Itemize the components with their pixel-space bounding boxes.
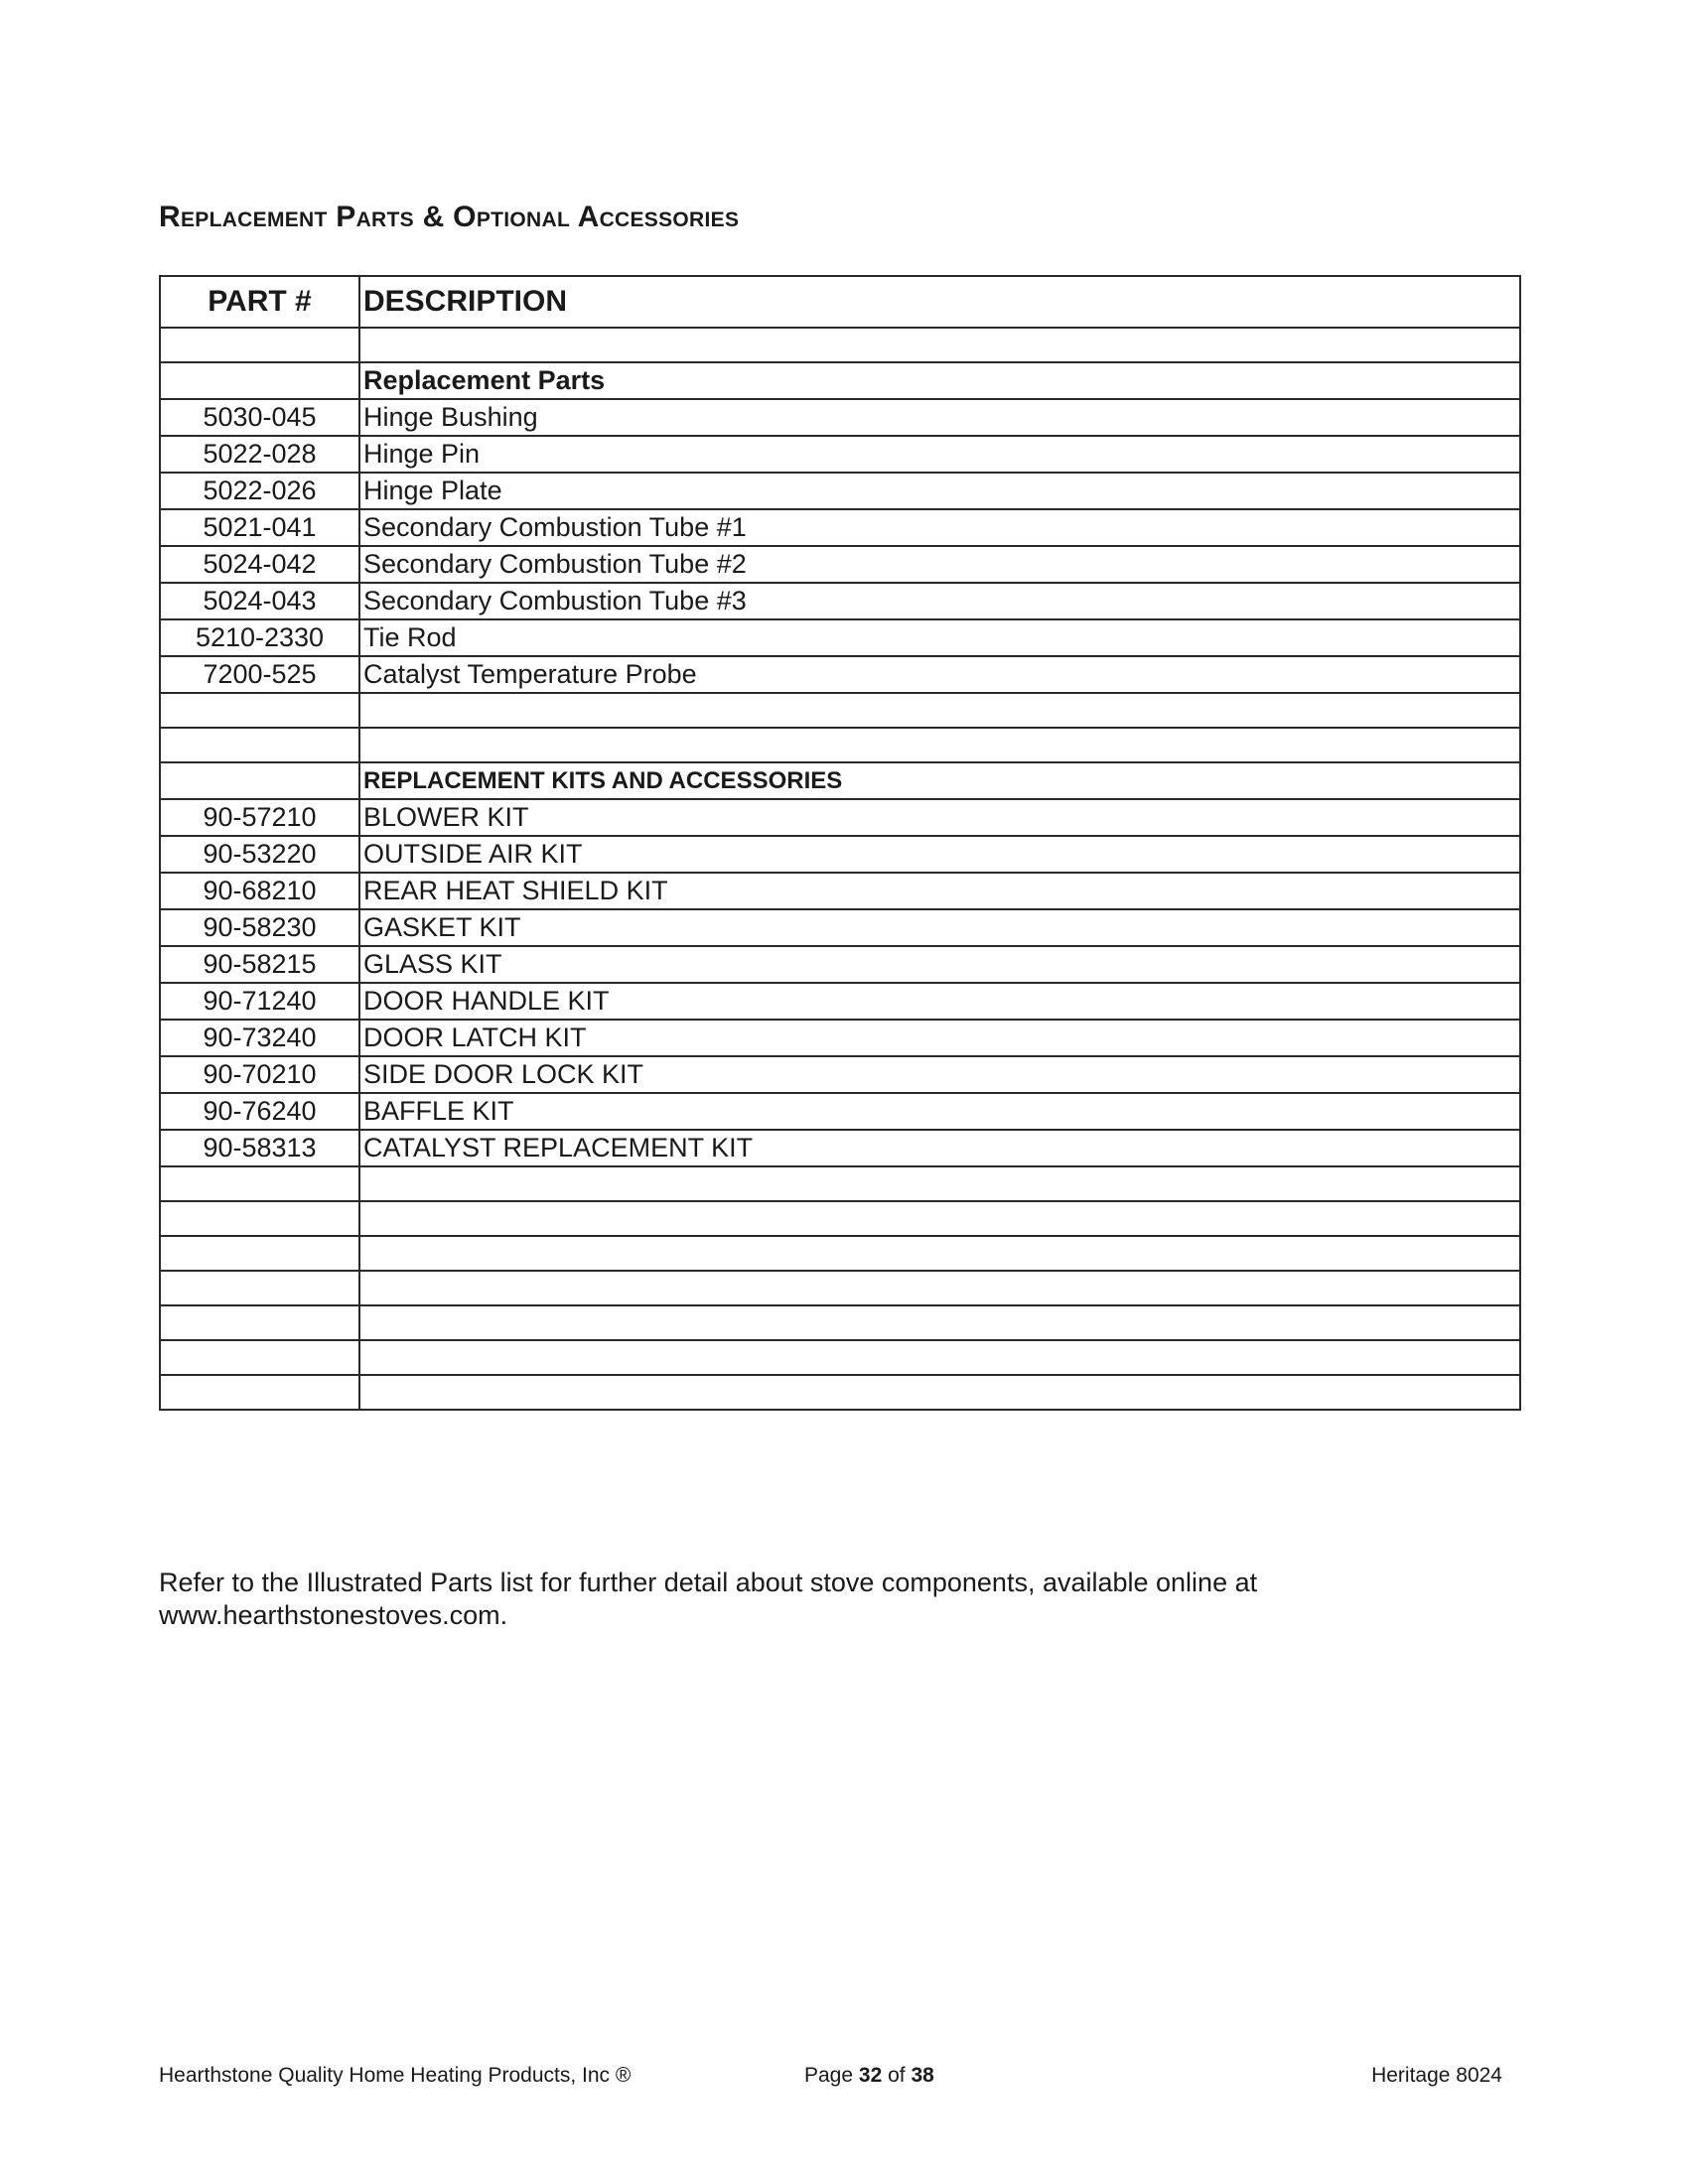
table-row [160, 1166, 1520, 1201]
part-number-cell [160, 1271, 359, 1305]
table-row [160, 1236, 1520, 1271]
part-number-cell: 90-68210 [160, 873, 359, 909]
footer-company: Hearthstone Quality Home Heating Products, Inc ® [159, 2064, 632, 2087]
illustrated-parts-note [159, 1567, 1529, 1632]
table-row [160, 546, 1520, 583]
part-number-cell: 7200-525 [160, 656, 359, 693]
parts-table [159, 275, 1521, 1411]
description-cell [359, 1340, 1520, 1375]
part-number-cell: 5030-045 [160, 399, 359, 436]
description-cell: Secondary Combustion Tube #1 [359, 509, 1520, 546]
part-number-cell [160, 693, 359, 728]
part-number-cell: 5024-043 [160, 583, 359, 619]
part-number-cell: 5210-2330 [160, 619, 359, 656]
part-number-cell: 5022-026 [160, 473, 359, 509]
description-cell: Tie Rod [359, 619, 1520, 656]
description-cell: Hinge Pin [359, 436, 1520, 473]
table-row [160, 1305, 1520, 1340]
table-row [160, 1201, 1520, 1236]
part-number-cell: 5022-028 [160, 436, 359, 473]
table-row [160, 1093, 1520, 1130]
table-row [160, 1271, 1520, 1305]
description-cell: Secondary Combustion Tube #3 [359, 583, 1520, 619]
note-line-1: Refer to the Illustrated Parts list for further detail about stove components, available online at [159, 1568, 1258, 1597]
part-number-cell [160, 1305, 359, 1340]
table-row [160, 509, 1520, 546]
description-cell [359, 1271, 1520, 1305]
part-number-cell [160, 1236, 359, 1271]
table-row [160, 873, 1520, 909]
description-cell [359, 728, 1520, 762]
total-pages: 38 [911, 2064, 934, 2087]
table-row [160, 1375, 1520, 1410]
description-cell: SIDE DOOR LOCK KIT [359, 1056, 1520, 1093]
description-cell: DOOR HANDLE KIT [359, 983, 1520, 1020]
table-row [160, 1020, 1520, 1056]
page-title: Replacement Parts & Optional Accessories [159, 201, 740, 233]
current-page: 32 [858, 2064, 883, 2087]
table-row [160, 983, 1520, 1020]
description-cell [359, 693, 1520, 728]
description-cell [359, 1201, 1520, 1236]
page-of: of [888, 2064, 906, 2087]
table-row [160, 619, 1520, 656]
description-cell [359, 1305, 1520, 1340]
table-row [160, 693, 1520, 728]
table-row [160, 436, 1520, 473]
section-heading-cell: Replacement Parts [359, 362, 1520, 399]
part-number-cell: 90-58230 [160, 909, 359, 946]
table-row [160, 1056, 1520, 1093]
table-row [160, 362, 1520, 399]
section-heading-cell: REPLACEMENT KITS AND ACCESSORIES [359, 762, 1520, 799]
table-row [160, 473, 1520, 509]
table-row [160, 799, 1520, 836]
part-number-cell: 90-76240 [160, 1093, 359, 1130]
part-number-cell [160, 1340, 359, 1375]
footer-model: Heritage 8024 [1371, 2064, 1502, 2087]
part-number-header: PART # [160, 276, 359, 328]
description-cell: REAR HEAT SHIELD KIT [359, 873, 1520, 909]
part-number-cell: 90-73240 [160, 1020, 359, 1056]
page-prefix: Page [804, 2064, 854, 2087]
description-cell: CATALYST REPLACEMENT KIT [359, 1130, 1520, 1166]
table-row [160, 836, 1520, 873]
note-website: www.hearthstonestoves.com. [159, 1600, 508, 1630]
part-number-cell: 5021-041 [160, 509, 359, 546]
part-number-cell: 90-71240 [160, 983, 359, 1020]
description-cell [359, 1236, 1520, 1271]
table-row [160, 328, 1520, 362]
description-cell: Catalyst Temperature Probe [359, 656, 1520, 693]
table-row [160, 909, 1520, 946]
part-number-cell [160, 1375, 359, 1410]
description-cell [359, 1375, 1520, 1410]
part-number-cell [160, 362, 359, 399]
description-cell [359, 1166, 1520, 1201]
description-cell: BAFFLE KIT [359, 1093, 1520, 1130]
part-number-cell: 90-57210 [160, 799, 359, 836]
table-row [160, 399, 1520, 436]
description-cell: BLOWER KIT [359, 799, 1520, 836]
table-row [160, 656, 1520, 693]
description-cell [359, 328, 1520, 362]
description-cell: GASKET KIT [359, 909, 1520, 946]
part-number-cell: 90-70210 [160, 1056, 359, 1093]
part-number-cell [160, 762, 359, 799]
part-number-cell [160, 728, 359, 762]
table-row [160, 946, 1520, 983]
part-number-cell: 90-58313 [160, 1130, 359, 1166]
description-cell: Hinge Bushing [359, 399, 1520, 436]
table-row [160, 762, 1520, 799]
part-number-cell [160, 328, 359, 362]
description-header: DESCRIPTION [359, 276, 1520, 328]
part-number-cell [160, 1166, 359, 1201]
description-cell: DOOR LATCH KIT [359, 1020, 1520, 1056]
parts-table-body [160, 328, 1520, 1410]
description-cell: Secondary Combustion Tube #2 [359, 546, 1520, 583]
table-row [160, 1130, 1520, 1166]
description-cell: Hinge Plate [359, 473, 1520, 509]
part-number-cell [160, 1201, 359, 1236]
description-cell: OUTSIDE AIR KIT [359, 836, 1520, 873]
table-row [160, 728, 1520, 762]
part-number-cell: 5024-042 [160, 546, 359, 583]
table-row [160, 1340, 1520, 1375]
part-number-cell: 90-53220 [160, 836, 359, 873]
footer-page-number [804, 2063, 934, 2089]
description-cell: GLASS KIT [359, 946, 1520, 983]
table-header-row [160, 276, 1520, 328]
table-row [160, 583, 1520, 619]
part-number-cell: 90-58215 [160, 946, 359, 983]
